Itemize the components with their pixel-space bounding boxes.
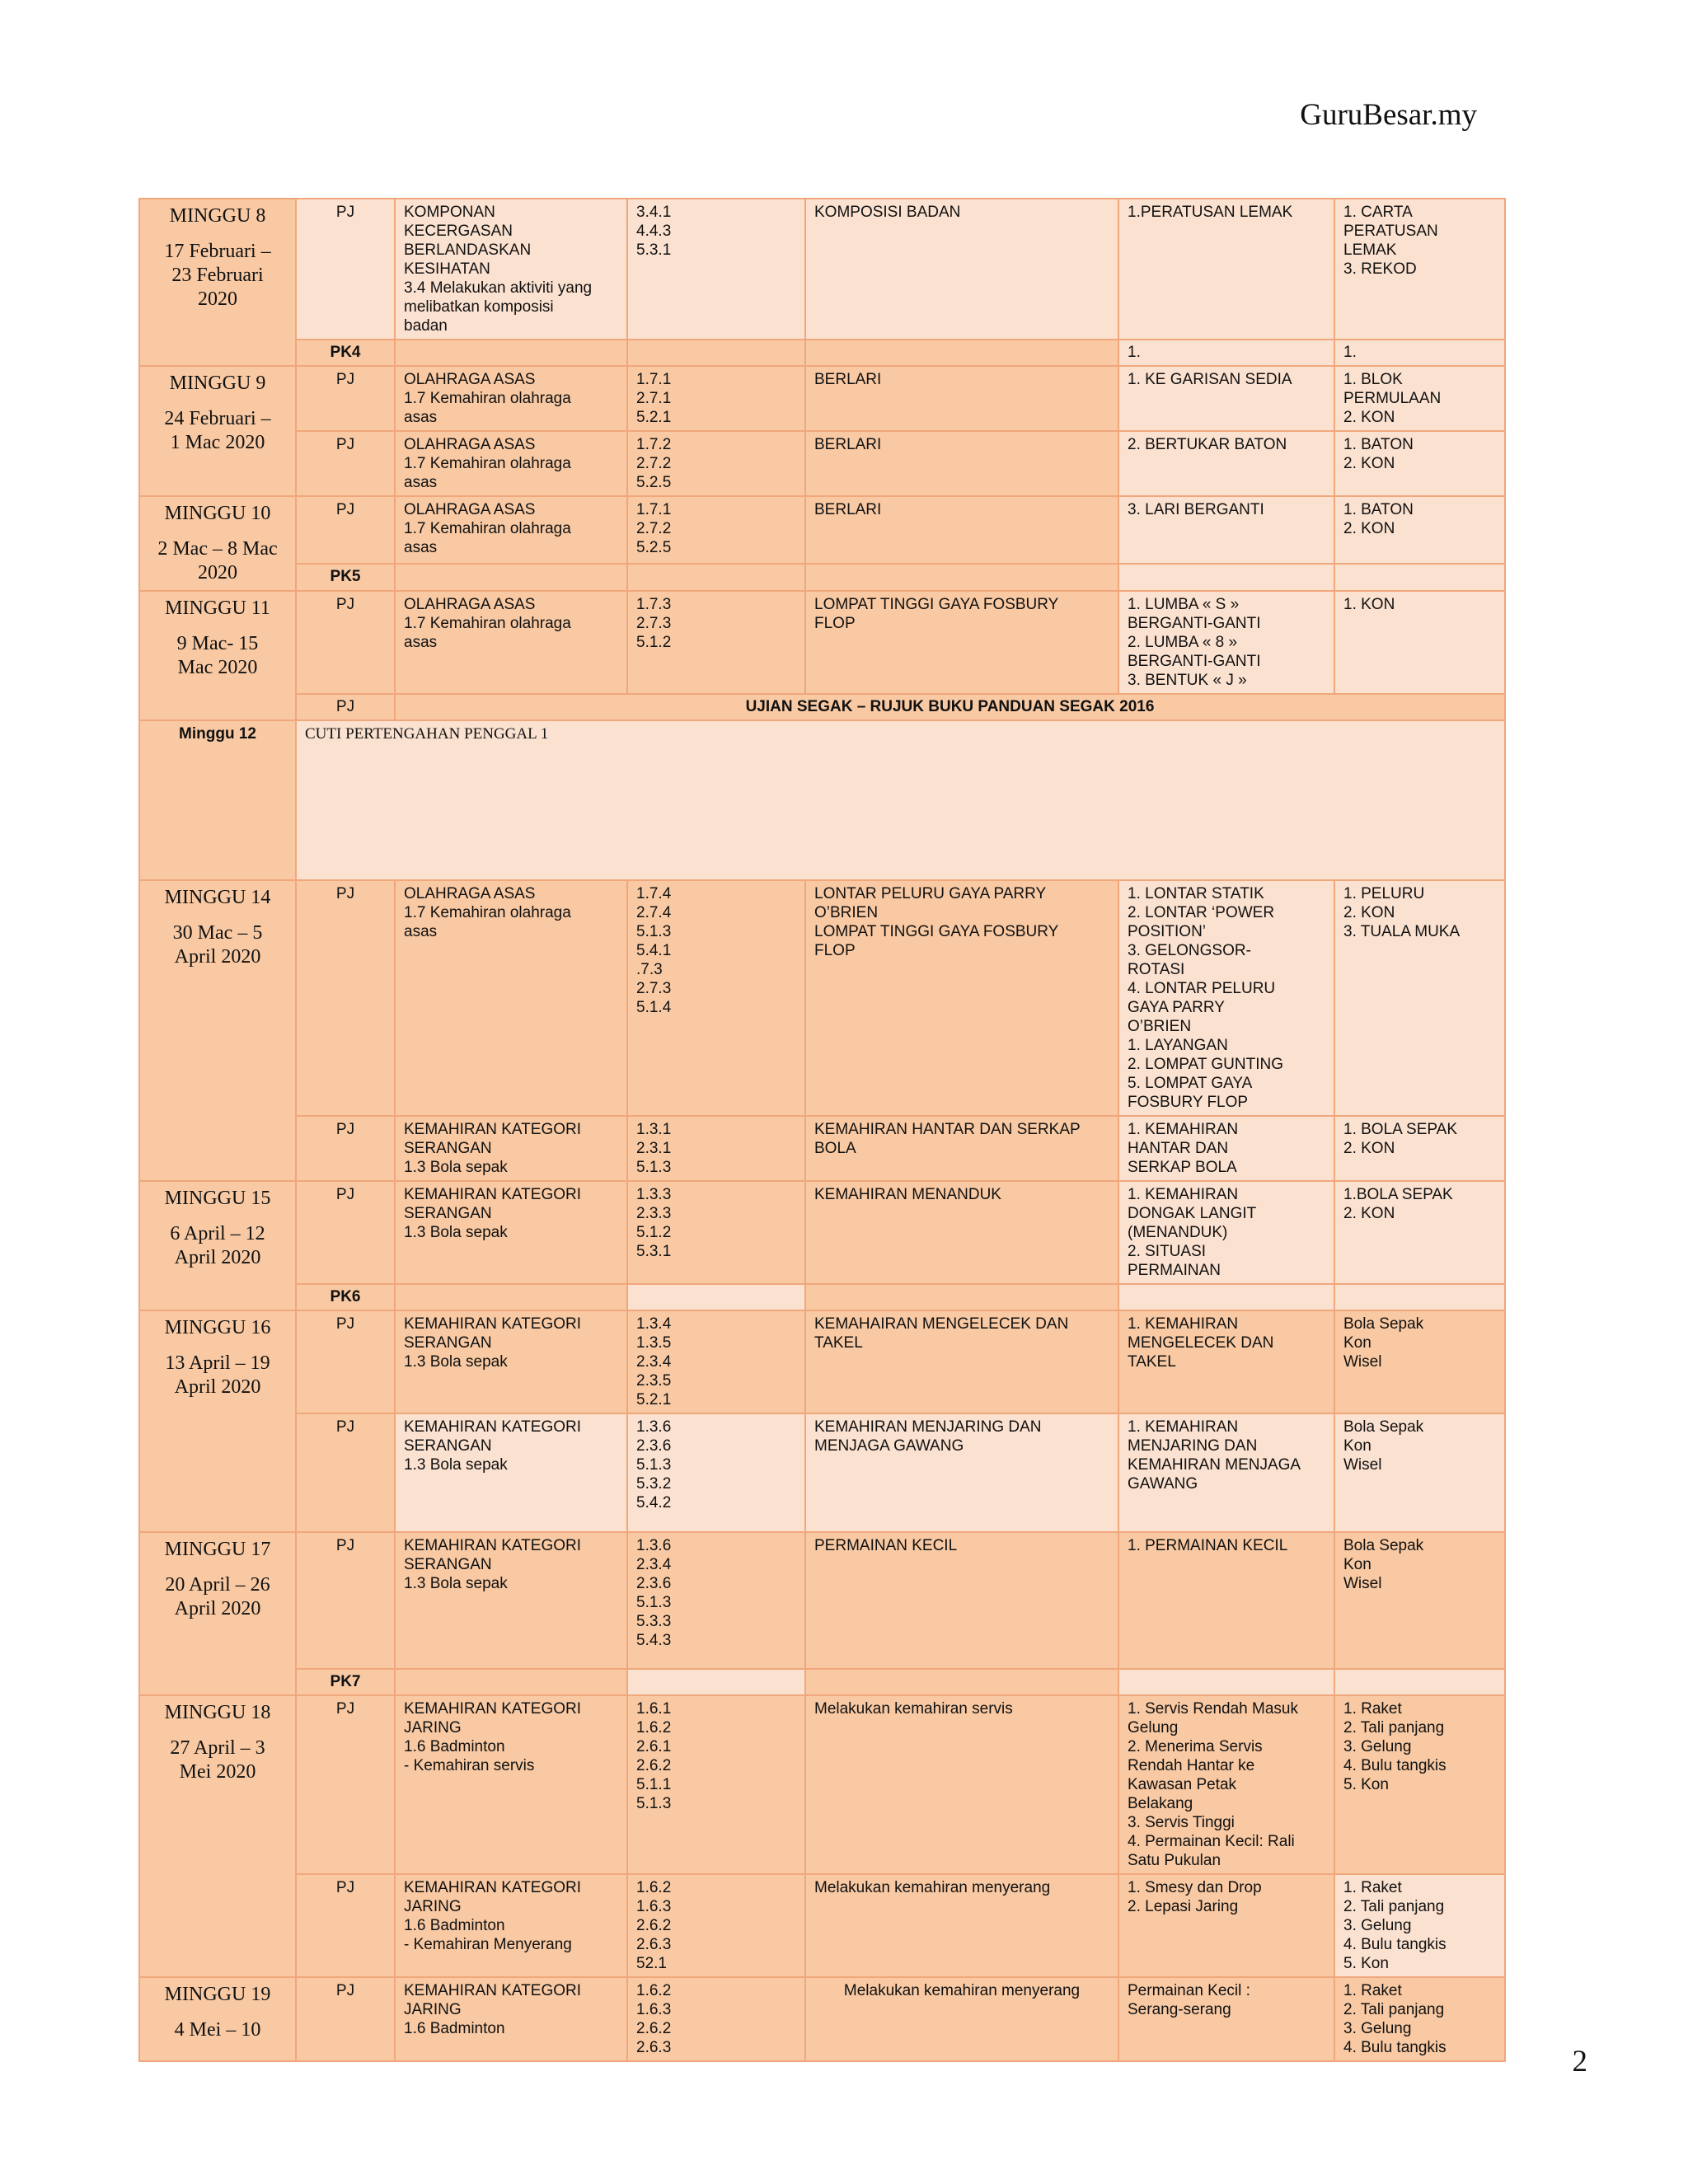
equipment-cell	[1334, 199, 1505, 340]
activity-cell	[1118, 1116, 1334, 1181]
equipment-cell	[1334, 1310, 1505, 1413]
equipment-cell	[1334, 880, 1505, 1116]
standards-text: 1.6.2 1.6.3 2.6.2 2.6.3	[636, 1982, 672, 2056]
empty-cell	[1118, 564, 1334, 591]
activity-text: 1. PERMAINAN KECIL	[1128, 1537, 1288, 1554]
activity-text: 1. KEMAHIRAN MENGELECEK DAN TAKEL	[1128, 1315, 1274, 1371]
empty-cell	[1118, 1669, 1334, 1695]
equipment-cell	[1334, 1874, 1505, 1977]
equipment-text: 1. BOLA SEPAK 2. KON	[1343, 1121, 1458, 1157]
week-dates: 2 Mac – 8 Mac 2020	[157, 538, 278, 583]
page-number: 2	[1572, 2045, 1587, 2079]
empty-cell	[395, 1669, 627, 1695]
activity-cell	[1118, 880, 1334, 1116]
equipment-text: 1.BOLA SEPAK 2. KON	[1343, 1186, 1453, 1222]
focus-cell	[805, 431, 1118, 496]
standards-text: 1.3.3 2.3.3 5.1.2 5.3.1	[636, 1186, 672, 1260]
topic-text: KEMAHIRAN KATEGORI JARING 1.6 Badminton - Kemahiran servis	[404, 1700, 582, 1774]
pk-label: PK5	[296, 564, 395, 591]
equipment-text: 1. BATON 2. KON	[1343, 436, 1414, 472]
week-cell	[139, 1695, 296, 1977]
site-name: GuruBesar.my	[1300, 98, 1477, 132]
empty-cell	[1334, 564, 1505, 591]
table-row	[139, 694, 1505, 720]
activity-cell	[1118, 199, 1334, 340]
standards-text: 3.4.1 4.4.3 5.3.1	[636, 204, 672, 259]
week-cell: Minggu 12	[139, 720, 296, 880]
activity-text: 1. LUMBA « S » BERGANTI-GANTI 2. LUMBA « 8 » BERGANTI-GANTI 3. BENTUK « J »	[1128, 596, 1261, 689]
equipment-cell	[1334, 1413, 1505, 1532]
activity-cell	[1118, 591, 1334, 694]
focus-cell	[805, 1977, 1118, 2061]
week-cell	[139, 496, 296, 591]
standards-cell	[627, 1413, 805, 1532]
standards-cell	[627, 1181, 805, 1284]
equipment-cell	[1334, 1977, 1505, 2061]
table-row	[139, 1532, 1505, 1669]
subject-cell: PJ	[296, 1116, 395, 1181]
focus-text: LONTAR PELURU GAYA PARRY O’BRIEN LOMPAT TINGGI GAYA FOSBURY FLOP	[814, 885, 1059, 959]
standards-cell	[627, 1310, 805, 1413]
table-row	[139, 564, 1505, 591]
equipment-text: 1. BATON 2. KON	[1343, 501, 1414, 537]
empty-cell	[627, 1669, 805, 1695]
activity-text: 1. KEMAHIRAN DONGAK LANGIT (MENANDUK) 2. SITUASI PERMAINAN	[1128, 1186, 1257, 1279]
week-cell	[139, 199, 296, 366]
week-cell	[139, 591, 296, 720]
week-title: MINGGU 11	[165, 598, 270, 619]
empty-cell	[627, 564, 805, 591]
topic-text: KEMAHIRAN KATEGORI SERANGAN 1.3 Bola sepak	[404, 1315, 582, 1371]
empty-cell	[1334, 1284, 1505, 1310]
topic-cell	[395, 496, 627, 564]
table-row	[139, 199, 1505, 340]
topic-cell	[395, 366, 627, 431]
equipment-text: Bola Sepak Kon Wisel	[1343, 1537, 1424, 1592]
topic-text: KEMAHIRAN KATEGORI JARING 1.6 Badminton - Kemahiran Menyerang	[404, 1879, 582, 1953]
week-title: MINGGU 8	[169, 205, 266, 227]
focus-cell	[805, 496, 1118, 564]
topic-text: KOMPONAN KECERGASAN BERLANDASKAN KESIHATAN 3.4 Melakukan aktiviti yang melibatkan komposisi badan	[404, 204, 593, 335]
subject-cell: PJ	[296, 496, 395, 564]
subject-cell: PJ	[296, 694, 395, 720]
topic-cell	[395, 431, 627, 496]
topic-cell	[395, 1310, 627, 1413]
subject-cell: PJ	[296, 1310, 395, 1413]
topic-text: OLAHRAGA ASAS 1.7 Kemahiran olahraga asas	[404, 436, 571, 491]
pk-label: PK4	[296, 340, 395, 366]
topic-cell	[395, 591, 627, 694]
activity-cell	[1118, 1977, 1334, 2061]
equipment-text: Bola Sepak Kon Wisel	[1343, 1418, 1424, 1474]
activity-text: 1. KEMAHIRAN MENJARING DAN KEMAHIRAN MENJAGA GAWANG	[1128, 1418, 1301, 1493]
week-dates: 6 April – 12 April 2020	[170, 1223, 265, 1268]
activity-text: 3. LARI BERGANTI	[1128, 501, 1264, 518]
empty-cell	[805, 1284, 1118, 1310]
topic-cell	[395, 1532, 627, 1669]
empty-cell	[395, 1284, 627, 1310]
equipment-cell	[1334, 1532, 1505, 1669]
empty-cell	[805, 1669, 1118, 1695]
activity-text: 1.PERATUSAN LEMAK	[1128, 204, 1293, 221]
topic-text: KEMAHIRAN KATEGORI SERANGAN 1.3 Bola sepak	[404, 1121, 582, 1176]
topic-cell	[395, 1874, 627, 1977]
empty-cell	[805, 564, 1118, 591]
table-row	[139, 1310, 1505, 1413]
table-row	[139, 880, 1505, 1116]
week-title: MINGGU 10	[164, 503, 271, 524]
standards-text: 1.7.4 2.7.4 5.1.3 5.4.1 .7.3 2.7.3 5.1.4	[636, 885, 672, 1016]
equipment-text: 1. PELURU 2. KON 3. TUALA MUKA	[1343, 885, 1461, 940]
activity-cell	[1118, 431, 1334, 496]
subject-cell: PJ	[296, 1413, 395, 1532]
focus-cell	[805, 1874, 1118, 1977]
topic-text: OLAHRAGA ASAS 1.7 Kemahiran olahraga asas	[404, 596, 571, 651]
empty-cell	[1118, 1284, 1334, 1310]
week-cell	[139, 880, 296, 1181]
subject-cell: PJ	[296, 591, 395, 694]
topic-text: OLAHRAGA ASAS 1.7 Kemahiran olahraga asas	[404, 501, 571, 556]
activity-cell	[1118, 1413, 1334, 1532]
standards-cell	[627, 199, 805, 340]
week-title: MINGGU 9	[169, 373, 266, 394]
empty-cell	[627, 340, 805, 366]
subject-cell: PJ	[296, 431, 395, 496]
standards-text: 1.7.1 2.7.1 5.2.1	[636, 371, 672, 426]
focus-cell	[805, 1116, 1118, 1181]
focus-text: Melakukan kemahiran menyerang	[814, 1879, 1051, 1896]
standards-text: 1.3.1 2.3.1 5.1.3	[636, 1121, 672, 1176]
focus-text: BERLARI	[814, 436, 882, 453]
week-title: MINGGU 15	[164, 1188, 271, 1209]
focus-text: KOMPOSISI BADAN	[814, 204, 961, 221]
standards-cell	[627, 366, 805, 431]
standards-text: 1.3.4 1.3.5 2.3.4 2.3.5 5.2.1	[636, 1315, 672, 1408]
week-cell	[139, 1532, 296, 1695]
segak-test-banner: UJIAN SEGAK – RUJUK BUKU PANDUAN SEGAK 2016	[395, 694, 1505, 720]
activity-cell	[1118, 1181, 1334, 1284]
week-dates: 9 Mac- 15 Mac 2020	[176, 633, 259, 678]
standards-cell	[627, 1532, 805, 1669]
focus-text: BERLARI	[814, 371, 882, 388]
table-row	[139, 720, 1505, 880]
table-row	[139, 1977, 1505, 2061]
standards-cell	[627, 431, 805, 496]
standards-cell	[627, 591, 805, 694]
lesson-plan-table	[138, 198, 1506, 2062]
subject-cell: PJ	[296, 1695, 395, 1874]
standards-text: 1.3.6 2.3.4 2.3.6 5.1.3 5.3.3 5.4.3	[636, 1537, 672, 1649]
standards-cell	[627, 1695, 805, 1874]
week-title: MINGGU 17	[164, 1539, 271, 1560]
standards-cell	[627, 1116, 805, 1181]
week-dates: 20 April – 26 April 2020	[165, 1574, 270, 1619]
activity-text: 1. KE GARISAN SEDIA	[1128, 371, 1292, 388]
pk-label: PK6	[296, 1284, 395, 1310]
equipment-text: 1. CARTA PERATUSAN LEMAK 3. REKOD	[1343, 204, 1438, 278]
topic-cell	[395, 199, 627, 340]
week-title: MINGGU 19	[164, 1984, 271, 2005]
equipment-text: 1. Raket 2. Tali panjang 3. Gelung 4. Bulu tangkis	[1343, 1982, 1447, 2056]
week-cell	[139, 366, 296, 496]
subject-cell: PJ	[296, 1977, 395, 2061]
topic-cell	[395, 1977, 627, 2061]
focus-text: LOMPAT TINGGI GAYA FOSBURY FLOP	[814, 596, 1059, 632]
pk-label: PK7	[296, 1669, 395, 1695]
subject-cell: PJ	[296, 1181, 395, 1284]
empty-cell	[395, 564, 627, 591]
table-row	[139, 1695, 1505, 1874]
week-dates: 27 April – 3 Mei 2020	[170, 1737, 265, 1783]
equipment-cell	[1334, 366, 1505, 431]
empty-cell	[627, 1284, 805, 1310]
activity-cell	[1118, 366, 1334, 431]
table-row	[139, 591, 1505, 694]
topic-text: KEMAHIRAN KATEGORI SERANGAN 1.3 Bola sepak	[404, 1537, 582, 1592]
empty-cell	[395, 340, 627, 366]
focus-text: PERMAINAN KECIL	[814, 1537, 958, 1554]
activity-text: 1. LONTAR STATIK 2. LONTAR ‘POWER POSITION’ 3. GELONGSOR- ROTASI 4. LONTAR PELURU GAYA PARRY O’BRIEN 1. LAYANGAN 2. LOMPAT GUNTING 5. LOMPAT GAYA FOSBURY FLOP	[1128, 885, 1283, 1111]
equipment-cell: 1.	[1334, 340, 1505, 366]
topic-text: OLAHRAGA ASAS 1.7 Kemahiran olahraga asas	[404, 885, 571, 940]
focus-cell	[805, 199, 1118, 340]
topic-cell	[395, 1116, 627, 1181]
focus-cell	[805, 366, 1118, 431]
focus-text: Melakukan kemahiran menyerang	[843, 1982, 1081, 1999]
standards-cell	[627, 496, 805, 564]
week-cell	[139, 1977, 296, 2061]
activity-text: 1. Smesy dan Drop 2. Lepasi Jaring	[1128, 1879, 1262, 1915]
activity-text: 1. KEMAHIRAN HANTAR DAN SERKAP BOLA	[1128, 1121, 1239, 1176]
week-cell	[139, 1181, 296, 1310]
activity-text: 2. BERTUKAR BATON	[1128, 436, 1287, 453]
activity-cell: 1.	[1118, 340, 1334, 366]
activity-text: 1. Servis Rendah Masuk Gelung 2. Menerima Servis Rendah Hantar ke Kawasan Petak Belakang 3. Servis Tinggi 4. Permainan Kecil: Rali Satu Pukulan	[1128, 1700, 1298, 1869]
standards-text: 1.6.1 1.6.2 2.6.1 2.6.2 5.1.1 5.1.3	[636, 1700, 672, 1812]
week-title: MINGGU 16	[164, 1317, 271, 1338]
focus-cell	[805, 1310, 1118, 1413]
week-dates: 13 April – 19 April 2020	[165, 1352, 270, 1398]
equipment-text: 1. Raket 2. Tali panjang 3. Gelung 4. Bulu tangkis 5. Kon	[1343, 1700, 1447, 1793]
week-title: MINGGU 18	[164, 1702, 271, 1723]
empty-cell	[1334, 1669, 1505, 1695]
standards-cell	[627, 1977, 805, 2061]
focus-cell	[805, 1532, 1118, 1669]
table-row	[139, 340, 1505, 366]
equipment-cell	[1334, 1116, 1505, 1181]
week-cell	[139, 1310, 296, 1532]
focus-text: KEMAHAIRAN MENGELECEK DAN TAKEL	[814, 1315, 1069, 1352]
week-dates: 4 Mei – 10	[174, 2019, 261, 2041]
focus-cell	[805, 1181, 1118, 1284]
table-row	[139, 1413, 1505, 1532]
topic-cell	[395, 880, 627, 1116]
table-row	[139, 1284, 1505, 1310]
focus-text: BERLARI	[814, 501, 882, 518]
focus-text: KEMAHIRAN MENJARING DAN MENJAGA GAWANG	[814, 1418, 1042, 1455]
topic-cell	[395, 1695, 627, 1874]
subject-cell: PJ	[296, 366, 395, 431]
empty-cell	[805, 340, 1118, 366]
activity-cell	[1118, 1310, 1334, 1413]
focus-text: Melakukan kemahiran servis	[814, 1700, 1013, 1718]
standards-cell	[627, 1874, 805, 1977]
focus-cell	[805, 591, 1118, 694]
topic-text: OLAHRAGA ASAS 1.7 Kemahiran olahraga asas	[404, 371, 571, 426]
week-dates: 17 Februari – 23 Februari 2020	[164, 241, 271, 310]
subject-cell: PJ	[296, 1874, 395, 1977]
activity-cell	[1118, 496, 1334, 564]
equipment-text: 1. KON	[1343, 596, 1395, 613]
equipment-cell	[1334, 496, 1505, 564]
equipment-cell	[1334, 431, 1505, 496]
standards-text: 1.7.1 2.7.2 5.2.5	[636, 501, 672, 556]
standards-text: 1.6.2 1.6.3 2.6.2 2.6.3 52.1	[636, 1879, 672, 1972]
topic-cell	[395, 1181, 627, 1284]
equipment-text: Bola Sepak Kon Wisel	[1343, 1315, 1424, 1371]
table-row	[139, 496, 1505, 564]
focus-text: KEMAHIRAN HANTAR DAN SERKAP BOLA	[814, 1121, 1081, 1157]
activity-cell	[1118, 1532, 1334, 1669]
table-row	[139, 431, 1505, 496]
table-row	[139, 1116, 1505, 1181]
activity-cell	[1118, 1874, 1334, 1977]
equipment-text: 1. Raket 2. Tali panjang 3. Gelung 4. Bulu tangkis 5. Kon	[1343, 1879, 1447, 1972]
focus-cell	[805, 880, 1118, 1116]
table-row	[139, 1874, 1505, 1977]
activity-text: Permainan Kecil : Serang-serang	[1128, 1982, 1250, 2018]
topic-text: KEMAHIRAN KATEGORI JARING 1.6 Badminton	[404, 1982, 582, 2037]
topic-cell	[395, 1413, 627, 1532]
subject-cell: PJ	[296, 880, 395, 1116]
week-dates: 30 Mac – 5 April 2020	[172, 922, 263, 968]
focus-cell	[805, 1413, 1118, 1532]
table-row	[139, 1669, 1505, 1695]
equipment-text: 1. BLOK PERMULAAN 2. KON	[1343, 371, 1442, 426]
table-row	[139, 366, 1505, 431]
standards-text: 1.7.3 2.7.3 5.1.2	[636, 596, 672, 651]
table-row	[139, 1181, 1505, 1284]
standards-text: 1.3.6 2.3.6 5.1.3 5.3.2 5.4.2	[636, 1418, 672, 1511]
standards-text: 1.7.2 2.7.2 5.2.5	[636, 436, 672, 491]
equipment-cell	[1334, 1695, 1505, 1874]
week-title: MINGGU 14	[164, 887, 271, 908]
focus-cell	[805, 1695, 1118, 1874]
subject-cell: PJ	[296, 1532, 395, 1669]
topic-text: KEMAHIRAN KATEGORI SERANGAN 1.3 Bola sepak	[404, 1418, 582, 1474]
topic-text: KEMAHIRAN KATEGORI SERANGAN 1.3 Bola sepak	[404, 1186, 582, 1241]
standards-cell	[627, 880, 805, 1116]
subject-cell: PJ	[296, 199, 395, 340]
week-dates: 24 Februari – 1 Mac 2020	[164, 408, 271, 453]
activity-cell	[1118, 1695, 1334, 1874]
equipment-cell	[1334, 1181, 1505, 1284]
holiday-banner: CUTI PERTENGAHAN PENGGAL 1	[296, 720, 1505, 880]
focus-text: KEMAHIRAN MENANDUK	[814, 1186, 1001, 1203]
equipment-cell	[1334, 591, 1505, 694]
